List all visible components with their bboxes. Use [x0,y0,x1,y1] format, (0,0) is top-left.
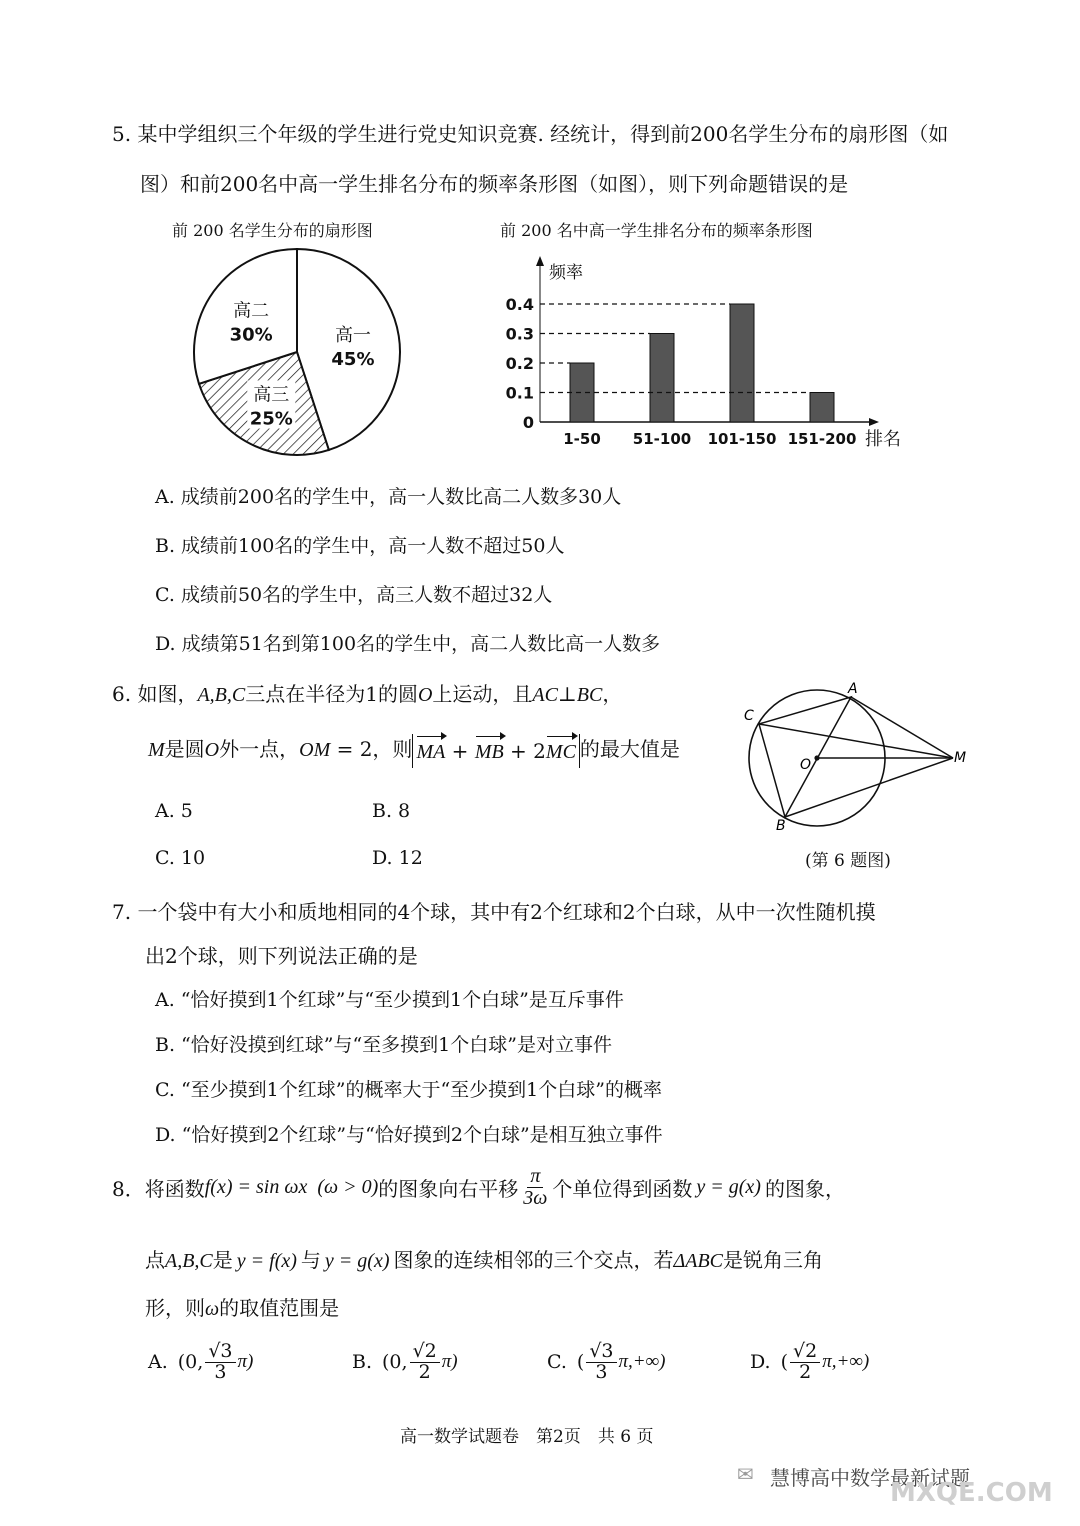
q8-text: 点 [145,1248,165,1272]
fraction-numerator: √2 [790,1342,820,1363]
vector-MA: MA [416,735,445,769]
label-O: O [800,757,812,773]
q6-text: 是圆 [164,737,205,761]
q8-text: 与 [300,1248,321,1272]
pie-chart-title: 前 200 名学生分布的扇形图 [172,221,373,240]
option-pre: (0, [382,1351,408,1374]
bar-chart-title: 前 200 名中高一学生排名分布的频率条形图 [500,221,813,240]
q6-points: A,B,C [197,684,246,706]
fraction-numerator: √3 [205,1342,235,1363]
q6-line1 [112,678,622,707]
option-post: π,+∞) [618,1351,666,1373]
q8-omega: ω [205,1298,220,1320]
q8-text: 是 [212,1248,233,1272]
q6-AC: AC [532,684,558,706]
bar-y-tick-3: 0.3 [505,324,534,344]
bar-category-2: 101-150 [707,430,777,448]
q8-option-c [547,1342,666,1383]
option-post: π,+∞) [822,1351,870,1373]
q6-option-a: A. 5 [155,800,193,822]
q8-function-f: f(x) = sin ωx [204,1176,308,1198]
q6-text: 上运动，且 [432,682,533,706]
option-post: π) [441,1351,458,1373]
q6-plus: + [445,738,475,763]
bar-category-1: 51-100 [632,430,692,448]
q6-perp: ⊥ [557,682,577,706]
label-B: B [776,818,786,834]
option-label: C. [547,1351,567,1374]
bar-y-tick-4: 0.4 [505,295,534,314]
pie-label-1: 高二 [233,300,270,322]
option-post: π) [237,1351,254,1373]
label-M: M [954,750,967,766]
q6-comma: ， [602,682,623,706]
point-O [814,755,819,760]
bar-x-label: 排名 [865,429,901,450]
q8-f: y = f(x) [236,1250,297,1272]
q6-plus-2: + 2 [503,738,546,763]
bar-x-arrow [869,418,879,426]
q8-triangle: ΔABC [673,1250,724,1272]
q8-function-g: y = g(x) [696,1176,761,1198]
bar-y-tick-1: 0.1 [505,383,534,403]
q6-radius: 1 [365,682,378,706]
q7-line2: 出2个球，则下列说法正确的是 [145,944,418,968]
q8-text: 是锐角三角 [723,1248,824,1272]
option-pre: (0, [177,1351,204,1374]
q8-g: y = g(x) [324,1250,390,1272]
bar-2 [730,304,754,422]
option-fraction [410,1342,440,1383]
option-fraction [586,1342,616,1383]
q8-text: 的图象， [764,1177,845,1201]
q6-text: 三点在半径为 [245,682,366,706]
q6-OM: OM [299,739,331,761]
pie-chart [185,245,415,460]
q8-option-b [352,1342,458,1383]
bar-chart [495,250,915,460]
watermark-logo: MXQE.COM [890,1478,1053,1508]
fraction-denominator: 3 [595,1360,608,1383]
q6-figure-caption: (第 6 题图) [805,851,891,871]
q8-text: 图象的连续相邻的三个交点，若 [393,1248,674,1272]
bar-0 [570,363,594,422]
q6-circle-figure [735,678,980,838]
q5-option-d: D. 成绩第51名到第100名的学生中，高二人数比高一人数多 [155,633,661,655]
q6-option-d: D. 12 [372,847,423,869]
pie-value-label-2: 25% [249,408,293,430]
fraction-numerator: √3 [586,1342,616,1363]
bar-y-arrow [536,256,544,266]
fraction-numerator: √2 [410,1342,440,1363]
fraction-denominator: 3ω [523,1187,548,1209]
q7-line1: 7. 一个袋中有大小和质地相同的4个球，其中有2个红球和2个白球，从中一次性随机摸 [112,900,876,924]
q6-option-c: C. 10 [155,847,206,869]
q5-line1: 5. 某中学组织三个年级的学生进行党史知识竞赛. 经统计，得到前200名学生分布的扇形图（如 [112,122,949,146]
fraction-denominator: 3 [214,1360,227,1383]
q8-shift-fraction [520,1166,550,1209]
q7-option-b: B. “恰好没摸到红球”与“至多摸到1个白球”是对立事件 [155,1034,612,1056]
bar-y-tick-0: 0 [522,413,534,432]
q6-number: 6. 如图， [112,682,198,706]
option-pre: ( [780,1351,789,1374]
bar-y-tick-2: 0.2 [505,354,534,373]
bar-3 [810,393,834,423]
bar-y-label: 频率 [549,263,583,283]
label-A: A [848,681,858,697]
page-footer: 高一数学试题卷 第2页 共 6 页 [400,1427,654,1447]
fraction-denominator: 2 [418,1360,431,1383]
option-label: A. [148,1351,168,1374]
q6-line2 [148,733,680,768]
q5-option-c: C. 成绩前50名的学生中，高三人数不超过32人 [155,584,553,606]
option-fraction [790,1342,820,1383]
bar-category-0: 1-50 [563,430,601,448]
q8-points: A,B,C [165,1250,213,1272]
q8-text: 的图象向右平移 [378,1177,519,1201]
option-label: D. [750,1351,771,1374]
q6-text: 外一点， [219,737,300,761]
q8-number: 8．将函数 [112,1177,205,1201]
q8-text: 的取值范围是 [219,1296,340,1320]
q5-line2: 图）和前200名中高一学生排名分布的频率条形图（如图），则下列命题错误的是 [140,172,849,196]
q6-vector-norm [412,734,579,768]
bar-1 [650,334,674,423]
q6-BC: BC [576,684,603,706]
pie-label-0: 高一 [334,325,371,347]
q7-option-c: C. “至少摸到1个红球”的概率大于“至少摸到1个白球”的概率 [155,1079,662,1101]
pie-value-label-1: 30% [229,324,273,346]
q8-line2 [145,1244,823,1273]
q8-option-a [148,1342,253,1383]
fraction-denominator: 2 [799,1360,812,1383]
q8-text: 形，则 [145,1296,205,1320]
q5-option-b: B. 成绩前100名的学生中，高一人数不超过50人 [155,535,565,557]
q6-text: 的圆 [377,682,418,706]
q7-option-a: A. “恰好摸到1个红球”与“至少摸到1个白球”是互斥事件 [155,989,624,1011]
option-label: B. [352,1351,373,1374]
option-fraction [205,1342,235,1383]
pie-value-label-0: 45% [331,349,375,371]
wechat-icon: ✉ [737,1462,754,1486]
q6-O: O [204,739,220,761]
label-C: C [744,708,754,724]
vector-MC: MC [546,735,576,769]
q6-M: M [148,739,165,761]
q8-option-d [750,1342,869,1383]
pie-label-2: 高三 [253,384,290,406]
q6-eq: = 2，则 [330,737,413,761]
option-pre: ( [576,1351,585,1374]
q6-option-b: B. 8 [372,800,411,822]
fraction-numerator: π [527,1166,543,1188]
q6-text: 的最大值是 [579,737,680,761]
q6-O: O [417,684,433,706]
q5-option-a: A. 成绩前200名的学生中，高一人数比高二人数多30人 [155,486,622,508]
q8-line3 [145,1292,339,1321]
watermark-text: 慧博高中数学最新试题 [770,1466,970,1490]
vector-MB: MB [475,735,504,769]
q7-option-d: D. “恰好摸到2个红球”与“恰好摸到2个白球”是相互独立事件 [155,1124,663,1146]
q8-line1 [112,1166,845,1209]
q8-condition: (ω > 0) [317,1176,379,1198]
q8-text: 个单位得到函数 [552,1177,693,1201]
bar-category-3: 151-200 [787,430,857,448]
